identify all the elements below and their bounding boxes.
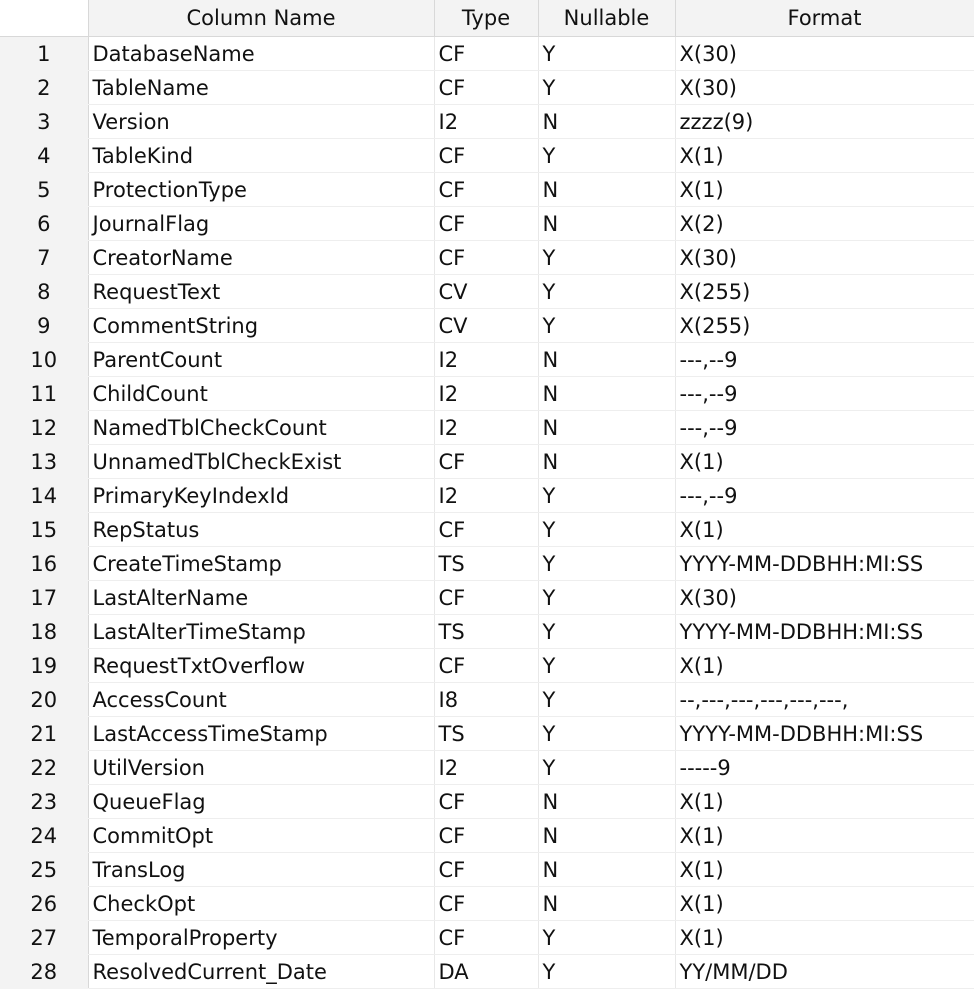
format-cell[interactable]: X(1) xyxy=(675,853,974,887)
table-row[interactable] xyxy=(0,309,974,343)
format-cell[interactable]: X(255) xyxy=(675,275,974,309)
format-cell[interactable]: X(1) xyxy=(675,139,974,173)
type-cell[interactable]: CV xyxy=(434,275,538,309)
nullable-cell[interactable]: N xyxy=(538,819,675,853)
format-cell[interactable]: X(1) xyxy=(675,921,974,955)
type-cell[interactable]: TS xyxy=(434,547,538,581)
row-number-cell[interactable]: 10 xyxy=(0,343,88,377)
nullable-cell[interactable]: Y xyxy=(538,513,675,547)
row-number-cell[interactable]: 16 xyxy=(0,547,88,581)
column-name-cell[interactable]: QueueFlag xyxy=(88,785,434,819)
column-name-cell[interactable]: PrimaryKeyIndexId xyxy=(88,479,434,513)
table-row[interactable] xyxy=(0,105,974,139)
row-number-cell[interactable]: 12 xyxy=(0,411,88,445)
column-name-cell[interactable]: LastAccessTimeStamp xyxy=(88,717,434,751)
format-cell[interactable]: X(255) xyxy=(675,309,974,343)
table-row[interactable] xyxy=(0,139,974,173)
format-cell[interactable]: X(1) xyxy=(675,445,974,479)
column-name-cell[interactable]: LastAlterName xyxy=(88,581,434,615)
column-name-cell[interactable]: AccessCount xyxy=(88,683,434,717)
row-number-cell[interactable]: 15 xyxy=(0,513,88,547)
table-row[interactable] xyxy=(0,445,974,479)
table-row[interactable] xyxy=(0,683,974,717)
table-row[interactable] xyxy=(0,275,974,309)
column-name-cell[interactable]: Version xyxy=(88,105,434,139)
format-cell[interactable]: YY/MM/DD xyxy=(675,955,974,989)
row-number-cell[interactable]: 17 xyxy=(0,581,88,615)
nullable-cell[interactable]: Y xyxy=(538,547,675,581)
row-number-cell[interactable]: 25 xyxy=(0,853,88,887)
type-cell[interactable]: CF xyxy=(434,139,538,173)
table-row[interactable] xyxy=(0,513,974,547)
column-name-cell[interactable]: UnnamedTblCheckExist xyxy=(88,445,434,479)
format-cell[interactable]: ---,--9 xyxy=(675,377,974,411)
format-cell[interactable]: X(30) xyxy=(675,71,974,105)
table-row[interactable] xyxy=(0,785,974,819)
table-row[interactable] xyxy=(0,37,974,71)
header-row xyxy=(0,0,974,37)
row-number-cell[interactable]: 27 xyxy=(0,921,88,955)
table-row[interactable] xyxy=(0,751,974,785)
table-row[interactable] xyxy=(0,955,974,989)
nullable-cell[interactable]: Y xyxy=(538,615,675,649)
format-cell[interactable]: X(30) xyxy=(675,581,974,615)
nullable-cell[interactable]: Y xyxy=(538,37,675,71)
type-cell[interactable]: CF xyxy=(434,649,538,683)
column-name-cell[interactable]: NamedTblCheckCount xyxy=(88,411,434,445)
type-cell[interactable]: DA xyxy=(434,955,538,989)
nullable-cell[interactable]: Y xyxy=(538,241,675,275)
nullable-cell[interactable]: N xyxy=(538,887,675,921)
table-row[interactable] xyxy=(0,649,974,683)
nullable-cell[interactable]: N xyxy=(538,853,675,887)
type-cell[interactable]: CF xyxy=(434,819,538,853)
nullable-cell[interactable]: Y xyxy=(538,581,675,615)
nullable-cell[interactable]: Y xyxy=(538,683,675,717)
nullable-cell[interactable]: Y xyxy=(538,921,675,955)
format-cell[interactable]: -----9 xyxy=(675,751,974,785)
row-number-cell[interactable]: 26 xyxy=(0,887,88,921)
column-name-cell[interactable]: DatabaseName xyxy=(88,37,434,71)
row-number-cell[interactable]: 23 xyxy=(0,785,88,819)
type-cell[interactable]: CF xyxy=(434,853,538,887)
table-row[interactable] xyxy=(0,717,974,751)
format-cell[interactable]: YYYY-MM-DDBHH:MI:SS xyxy=(675,547,974,581)
row-number-cell[interactable]: 28 xyxy=(0,955,88,989)
column-name-cell[interactable]: ChildCount xyxy=(88,377,434,411)
column-name-cell[interactable]: ResolvedCurrent_Date xyxy=(88,955,434,989)
column-header-format[interactable]: Format xyxy=(675,0,974,37)
column-header-type[interactable]: Type xyxy=(434,0,538,37)
nullable-cell[interactable]: Y xyxy=(538,955,675,989)
type-cell[interactable]: CF xyxy=(434,921,538,955)
column-name-cell[interactable]: RequestTxtOverflow xyxy=(88,649,434,683)
type-cell[interactable]: TS xyxy=(434,615,538,649)
type-cell[interactable]: I2 xyxy=(434,411,538,445)
table-row[interactable] xyxy=(0,887,974,921)
format-cell[interactable]: --,---,---,---,---,---, xyxy=(675,683,974,717)
nullable-cell[interactable]: Y xyxy=(538,649,675,683)
type-cell[interactable]: CF xyxy=(434,785,538,819)
row-number-cell[interactable]: 24 xyxy=(0,819,88,853)
column-name-cell[interactable]: TransLog xyxy=(88,853,434,887)
format-cell[interactable]: X(30) xyxy=(675,241,974,275)
column-name-cell[interactable]: RequestText xyxy=(88,275,434,309)
nullable-cell[interactable]: Y xyxy=(538,751,675,785)
format-cell[interactable]: YYYY-MM-DDBHH:MI:SS xyxy=(675,717,974,751)
type-cell[interactable]: I2 xyxy=(434,751,538,785)
nullable-cell[interactable]: N xyxy=(538,411,675,445)
type-cell[interactable]: TS xyxy=(434,717,538,751)
type-cell[interactable]: I2 xyxy=(434,343,538,377)
nullable-cell[interactable]: Y xyxy=(538,479,675,513)
type-cell[interactable]: CF xyxy=(434,887,538,921)
column-name-cell[interactable]: JournalFlag xyxy=(88,207,434,241)
table-row[interactable] xyxy=(0,411,974,445)
type-cell[interactable]: I2 xyxy=(434,479,538,513)
table-row[interactable] xyxy=(0,71,974,105)
table-row[interactable] xyxy=(0,921,974,955)
type-cell[interactable]: CF xyxy=(434,173,538,207)
column-name-cell[interactable]: TemporalProperty xyxy=(88,921,434,955)
nullable-cell[interactable]: N xyxy=(538,173,675,207)
table-row[interactable] xyxy=(0,853,974,887)
column-name-cell[interactable]: CreateTimeStamp xyxy=(88,547,434,581)
row-number-cell[interactable]: 18 xyxy=(0,615,88,649)
format-cell[interactable]: X(1) xyxy=(675,173,974,207)
format-cell[interactable]: X(1) xyxy=(675,887,974,921)
row-number-cell[interactable]: 22 xyxy=(0,751,88,785)
format-cell[interactable]: X(2) xyxy=(675,207,974,241)
format-cell[interactable]: ---,--9 xyxy=(675,479,974,513)
row-number-cell[interactable]: 6 xyxy=(0,207,88,241)
table-row[interactable] xyxy=(0,615,974,649)
table-row[interactable] xyxy=(0,241,974,275)
nullable-cell[interactable]: N xyxy=(538,785,675,819)
nullable-cell[interactable]: Y xyxy=(538,717,675,751)
row-number-cell[interactable]: 1 xyxy=(0,37,88,71)
nullable-cell[interactable]: N xyxy=(538,377,675,411)
type-cell[interactable]: CF xyxy=(434,37,538,71)
row-number-cell[interactable]: 9 xyxy=(0,309,88,343)
column-header-column-name[interactable]: Column Name xyxy=(88,0,434,37)
row-number-cell[interactable]: 11 xyxy=(0,377,88,411)
type-cell[interactable]: I2 xyxy=(434,377,538,411)
nullable-cell[interactable]: N xyxy=(538,445,675,479)
column-name-cell[interactable]: TableName xyxy=(88,71,434,105)
table-row[interactable] xyxy=(0,819,974,853)
type-cell[interactable]: I8 xyxy=(434,683,538,717)
row-number-cell[interactable]: 21 xyxy=(0,717,88,751)
format-cell[interactable]: X(1) xyxy=(675,649,974,683)
format-cell[interactable]: X(30) xyxy=(675,37,974,71)
row-number-header xyxy=(0,0,88,37)
row-number-cell[interactable]: 5 xyxy=(0,173,88,207)
column-name-cell[interactable]: CommitOpt xyxy=(88,819,434,853)
column-header-nullable[interactable]: Nullable xyxy=(538,0,675,37)
format-cell[interactable]: ---,--9 xyxy=(675,343,974,377)
type-cell[interactable]: CF xyxy=(434,513,538,547)
type-cell[interactable]: CF xyxy=(434,241,538,275)
column-name-cell[interactable]: CreatorName xyxy=(88,241,434,275)
table-body xyxy=(0,37,974,989)
type-cell[interactable]: CV xyxy=(434,309,538,343)
column-name-cell[interactable]: LastAlterTimeStamp xyxy=(88,615,434,649)
table-row[interactable] xyxy=(0,547,974,581)
table-row[interactable] xyxy=(0,377,974,411)
type-cell[interactable]: CF xyxy=(434,581,538,615)
row-number-cell[interactable]: 8 xyxy=(0,275,88,309)
table-row[interactable] xyxy=(0,479,974,513)
row-number-cell[interactable]: 13 xyxy=(0,445,88,479)
row-number-cell[interactable]: 20 xyxy=(0,683,88,717)
nullable-cell[interactable]: N xyxy=(538,343,675,377)
nullable-cell[interactable]: Y xyxy=(538,139,675,173)
type-cell[interactable]: CF xyxy=(434,71,538,105)
column-name-cell[interactable]: RepStatus xyxy=(88,513,434,547)
type-cell[interactable]: I2 xyxy=(434,105,538,139)
column-name-cell[interactable]: CheckOpt xyxy=(88,887,434,921)
table-row[interactable] xyxy=(0,581,974,615)
format-cell[interactable]: YYYY-MM-DDBHH:MI:SS xyxy=(675,615,974,649)
nullable-cell[interactable]: Y xyxy=(538,275,675,309)
column-name-cell[interactable]: UtilVersion xyxy=(88,751,434,785)
row-number-cell[interactable]: 19 xyxy=(0,649,88,683)
nullable-cell[interactable]: N xyxy=(538,207,675,241)
column-name-cell[interactable]: ParentCount xyxy=(88,343,434,377)
type-cell[interactable]: CF xyxy=(434,207,538,241)
format-cell[interactable]: X(1) xyxy=(675,819,974,853)
format-cell[interactable]: X(1) xyxy=(675,785,974,819)
row-number-cell[interactable]: 14 xyxy=(0,479,88,513)
format-cell[interactable]: zzzz(9) xyxy=(675,105,974,139)
nullable-cell[interactable]: Y xyxy=(538,309,675,343)
table-row[interactable] xyxy=(0,343,974,377)
column-name-cell[interactable]: CommentString xyxy=(88,309,434,343)
column-name-cell[interactable]: ProtectionType xyxy=(88,173,434,207)
row-number-cell[interactable]: 4 xyxy=(0,139,88,173)
format-cell[interactable]: X(1) xyxy=(675,513,974,547)
nullable-cell[interactable]: Y xyxy=(538,71,675,105)
column-name-cell[interactable]: TableKind xyxy=(88,139,434,173)
table-row[interactable] xyxy=(0,207,974,241)
row-number-cell[interactable]: 3 xyxy=(0,105,88,139)
row-number-cell[interactable]: 7 xyxy=(0,241,88,275)
table-row[interactable] xyxy=(0,173,974,207)
row-number-cell[interactable]: 2 xyxy=(0,71,88,105)
format-cell[interactable]: ---,--9 xyxy=(675,411,974,445)
nullable-cell[interactable]: N xyxy=(538,105,675,139)
type-cell[interactable]: CF xyxy=(434,445,538,479)
